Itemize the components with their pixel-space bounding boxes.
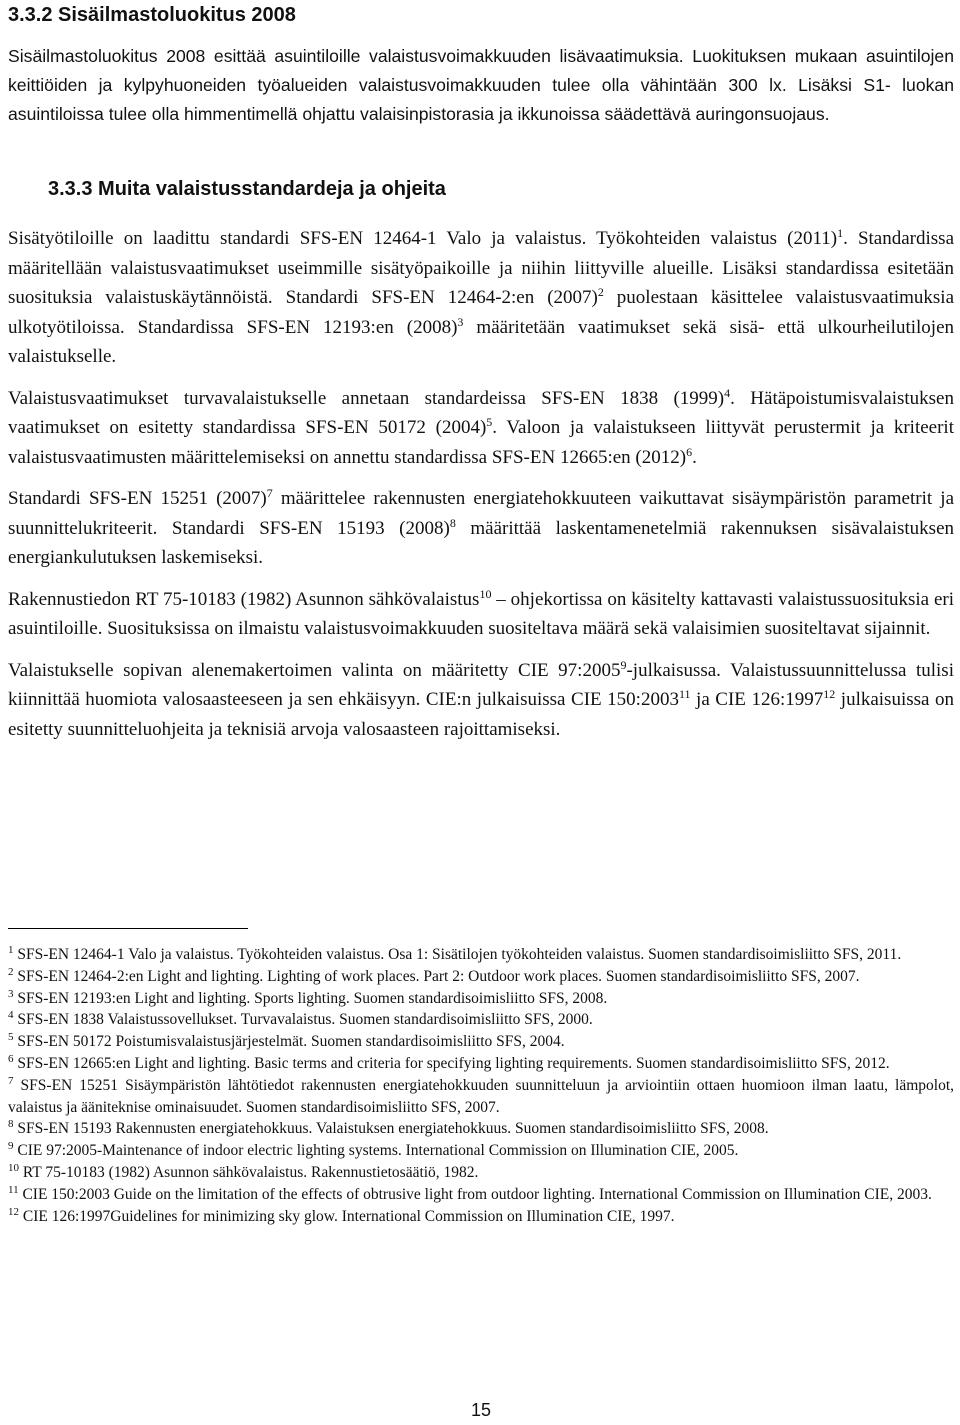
page-number: 15 [470, 1400, 492, 1420]
footnote-ref[interactable]: 3 [457, 314, 464, 329]
footnote-ref[interactable]: 10 [479, 586, 492, 601]
paragraph-3: Standardi SFS-EN 15251 $(2007)^7$ määrittelee rakennusten energiatehokkuuteen vaikuttavat sisäympäristön parametrit ja suunnittelukriteerit. Standardi SFS-EN 15193 $(2008)^8$ määrittää laskentamenetelmiä rakennuksen sisävalaistuksen energiankulutuksen laskemiseksi. [8, 486, 955, 568]
paragraph-5: Valaistukselle sopivan alenemakertoimen valinta on määritetty CIE 97:2005$^9$-julkaisussa. Valaistussuunnittelussa tulisi kiinnittää huomiota valosaasteeseen ja sen ehkäisyyn. CIE:n julkaisuissa CIE 150:2003$^{11}$ ja CIE 126:1997$^{12}$ julkaisuissa on esitetty suunnitteluohjeita ja teknisiä arvoja valosaasteen rajoittamiseksi. [8, 657, 954, 740]
footnote-item: $^{11}$ CIE 150:2003 Guide on the limitation of the effects of obtrusive light from outdoor lighting. International Commission on Illumination CIE, 2003. [8, 1183, 932, 1203]
footnote-ref[interactable]: 4 [724, 385, 731, 400]
footnote-item: $^{10}$ RT 75-10183 (1982) Asunnon sähkövalaistus. Rakennustietosäätiö, 1982. [8, 1161, 479, 1181]
footnote-item: $^6$ SFS-EN 12665:en Light and lighting. Basic terms and criteria for specifying lighting requirements. Suomen standardisoimisliitto SFS, 2012. [8, 1052, 890, 1072]
footnote-ref[interactable]: 12 [823, 687, 836, 701]
footnote-divider [8, 928, 248, 929]
footnote-ref[interactable]: 7 [266, 486, 273, 500]
footnote-ref[interactable]: 5 [486, 415, 493, 429]
footnote-item: $^5$ SFS-EN 50172 Poistumisvalaistusjärjestelmät. Suomen standardisoimisliitto SFS, 2004. [8, 1031, 565, 1051]
footnote-item: $^4$ SFS-EN 1838 Valaistussovellukset. Turvavalaistus. Suomen standardisoimisliitto SFS, 2000. [8, 1009, 593, 1029]
footnote-ref[interactable]: 6 [686, 444, 693, 459]
footnote-item: $^1$ SFS-EN 12464-1 Valo ja valaistus. Työkohteiden valaistus. Osa 1: Sisätilojen työkohteiden valaistus. Suomen standardisoimisliitto SFS, 2011. [8, 944, 902, 963]
section-paragraph: Sisäilmastoluokitus 2008 esittää asuintiloille valaistusvoimakkuuden lisävaatimuksia. Luokituksen mukaan asuintilojen keittiöiden ja kylpyhuoneiden työalueiden valaistusvoimakkuuden tulee olla vähintään 300 lx. Lisäksi S1- luokan asuintiloissa tulee olla himmentimellä ohjattu valaisinpistorasia ja ikkunoissa säädettävä auringonsuojaus. [8, 46, 954, 124]
footnote-item: $^8$ SFS-EN 15193 Rakennusten energiatehokkuus. Valaistuksen energiatehokkuus. Suomen standardisoimisliitto SFS, 2008. [8, 1118, 769, 1138]
footnote-ref[interactable]: 8 [449, 515, 456, 530]
footnote-item: $^2$ SFS-EN 12464-2:en Light and lighting. Lighting of work places. Part 2: Outdoor work places. Suomen standardisoimisliitto SFS, 2007. [8, 965, 860, 985]
paragraph-4: Rakennustiedon RT 75-10183 (1982) Asunnon sähkövalaistus$^{10}$ – ohjekortissa on käsitelty kattavasti valaistussuosituksia eri asuintiloille. Suosituksissa on ilmaistu valaistusvoimakkuuden suositeltava määrä sekä valaisimien suositeltavat sijainnit. [8, 586, 955, 639]
paragraph-1: Sisätyötiloille on laadittu standardi SFS-EN 12464-1 Valo ja valaistus. Työkohteiden valaistus $(2011)^1$. Standardissa määritellään valaistusvaatimukset useimmille sisätyöpaikoille ja niihin liittyville alueille. Lisäksi standardissa esitetään suosituksia valaistuskäytännöistä. Standardi SFS-EN 12464-2:en $(2007)^2$ puolestaan käsittelee valaistusvaatimuksia ulkotyötiloissa. Standardissa SFS-EN 12193:en $(2008)^3$ määritetään vaatimukset sekä sisä- että ulkourheilutilojen valaistukselle. [8, 226, 955, 367]
footnote-item: $^7$ SFS-EN 15251 Sisäympäristön lähtötiedot rakennusten energiatehokkuuden suunnitteluun ja arviointiin ottaen huomioon ilman laatu, lämpolot, valaistus ja ääniteknise ominaisuudet. Suomen standardisoimisliitto SFS, 2007. [8, 1074, 954, 1116]
footnote-ref[interactable]: 11 [678, 687, 691, 701]
footnote-item: $^{12}$ CIE 126:1997Guidelines for minimizing sky glow. International Commission on Illumination CIE, 1997. [8, 1205, 675, 1225]
footnote-item: $^3$ SFS-EN 12193:en Light and lighting. Sports lighting. Suomen standardisoimisliitto SFS, 2008. [8, 987, 608, 1007]
paragraph-2: Valaistusvaatimukset turvavalaistukselle annetaan standardeissa SFS-EN 1838 $(1999)^4$. Hätäpoistumisvalaistuksen vaatimukset on esitetty standardissa SFS-EN 50172 $(2004)^5$. Valoon ja valaistukseen liittyvät perustermit ja kriteerit valaistusvaatimusten määrittelemiseksi on annettu standardissa SFS-EN 12665:en $(2012)^6$. [8, 385, 954, 468]
footnote-ref[interactable]: 2 [597, 285, 604, 299]
body-text [8, 224, 954, 744]
section-heading-3-3-2: 3.3.2 Sisäilmastoluokitus 2008 [8, 4, 296, 26]
footnotes [8, 944, 954, 1227]
footnote-ref[interactable]: 9 [620, 657, 627, 672]
footnote-item: $^9$ CIE 97:2005-Maintenance of indoor electric lighting systems. International Commission on Illumination CIE, 2005. [8, 1140, 739, 1160]
footnote-ref[interactable]: 1 [837, 226, 844, 240]
section-heading-3-3-3: 3.3.3 Muita valaistusstandardeja ja ohjeita [48, 178, 446, 200]
